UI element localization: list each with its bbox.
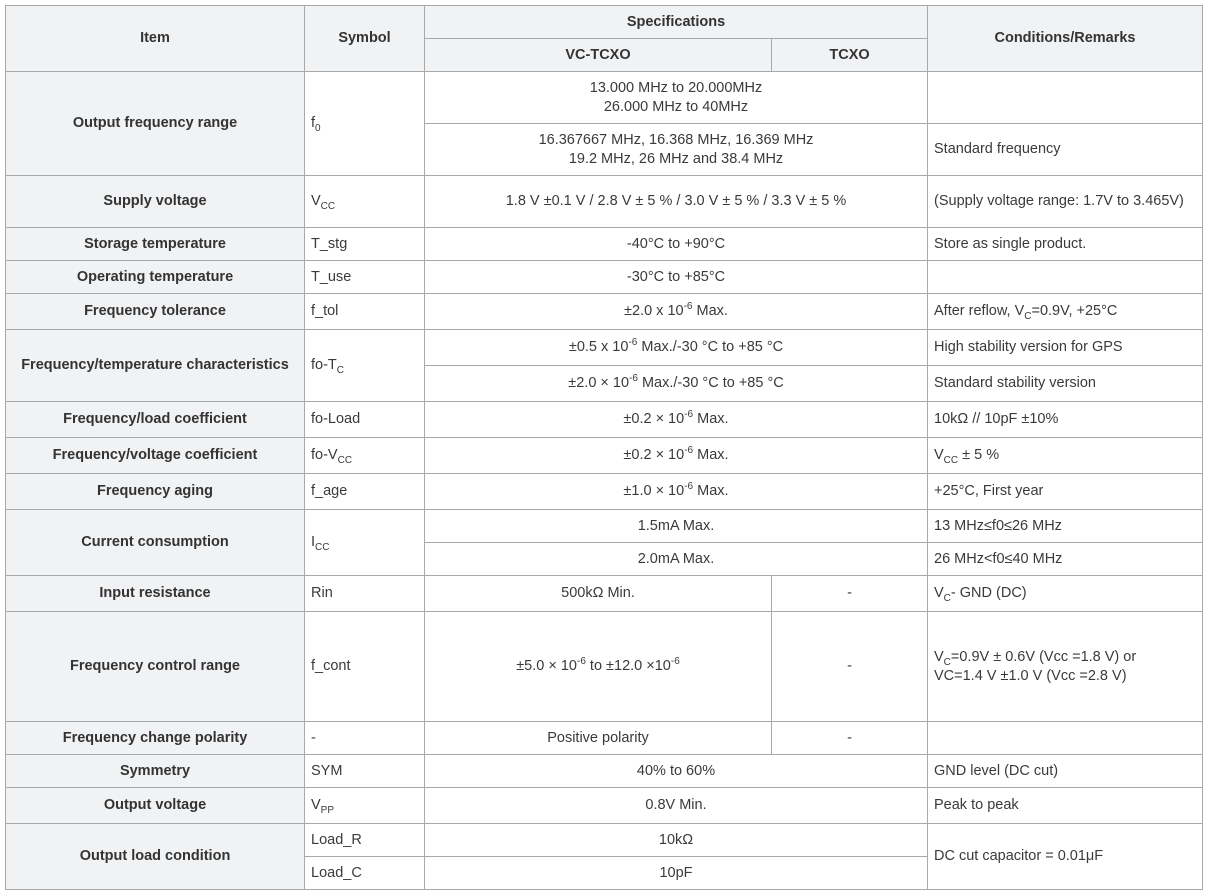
spec-text: Max. <box>693 411 729 427</box>
spec-cell <box>425 366 928 402</box>
symbol-cell <box>305 176 425 228</box>
spec-cell <box>425 294 928 330</box>
spec-text: ±2.0 × 10 <box>568 375 630 391</box>
spec-line: 19.2 MHz, 26 MHz and 38.4 MHz <box>568 150 784 167</box>
table-row <box>6 824 1203 857</box>
remark-text: - GND (DC) <box>950 585 1027 601</box>
spec-tcxo-cell: - <box>772 576 928 612</box>
symbol-text: V <box>311 193 321 209</box>
spec-vc-tcxo-cell: 500kΩ Min. <box>425 576 772 612</box>
spec-cell: 40% to 60% <box>425 755 928 788</box>
spec-superscript: -6 <box>628 337 638 349</box>
symbol-subscript: 0 <box>315 122 321 134</box>
spec-cell: 1.5mA Max. <box>425 510 928 543</box>
spec-text: ±2.0 x 10 <box>624 303 684 319</box>
table-row <box>6 612 1203 722</box>
table-row <box>6 176 1203 228</box>
remark-text: =0.9V, +25°C <box>1031 303 1118 319</box>
specifications-table <box>5 5 1203 890</box>
item-label: Storage temperature <box>6 228 305 261</box>
header-tcxo: TCXO <box>772 39 928 72</box>
remark-cell: 26 MHz<f0≤40 MHz <box>928 543 1203 576</box>
spec-text: Max. <box>693 483 729 499</box>
symbol-cell <box>305 510 425 576</box>
symbol-text: fo-V <box>311 447 338 463</box>
item-label: Output frequency range <box>6 72 305 176</box>
spec-cell <box>425 72 928 124</box>
spec-cell <box>425 330 928 366</box>
item-label: Operating temperature <box>6 261 305 294</box>
symbol-subscript: CC <box>315 541 330 553</box>
spec-vc-tcxo-cell: Positive polarity <box>425 722 772 755</box>
spec-superscript: -6 <box>683 301 693 313</box>
symbol-text: f <box>311 115 316 131</box>
remark-subscript: CC <box>943 454 959 466</box>
remark-cell: DC cut capacitor = 0.01μF <box>928 824 1203 890</box>
remark-subscript: C <box>1024 310 1032 322</box>
table-row <box>6 294 1203 330</box>
table-row <box>6 402 1203 438</box>
symbol-text: fo-T <box>311 357 337 373</box>
symbol-cell: Rin <box>305 576 425 612</box>
table-row <box>6 788 1203 824</box>
symbol-cell: T_use <box>305 261 425 294</box>
table-row <box>6 261 1203 294</box>
spec-cell: -40°C to +90°C <box>425 228 928 261</box>
remark-cell <box>928 576 1203 612</box>
remark-cell <box>928 72 1203 124</box>
remark-cell <box>928 294 1203 330</box>
item-label: Output voltage <box>6 788 305 824</box>
remark-line: VC=1.4 V ±1.0 V (Vcc =2.8 V) <box>934 667 1127 684</box>
remark-text: =0.9V ± 0.6V (Vcc =1.8 V) or <box>950 648 1137 665</box>
spec-text: Max. <box>693 447 729 463</box>
remark-subscript: C <box>943 656 951 668</box>
symbol-text: V <box>311 797 321 813</box>
symbol-cell <box>305 788 425 824</box>
header-item: Item <box>6 6 305 72</box>
remark-cell: Store as single product. <box>928 228 1203 261</box>
symbol-cell: SYM <box>305 755 425 788</box>
item-label: Frequency change polarity <box>6 722 305 755</box>
remark-cell <box>928 438 1203 474</box>
spec-text: ±5.0 × 10 <box>516 658 577 674</box>
item-label: Symmetry <box>6 755 305 788</box>
table-row <box>6 72 1203 124</box>
symbol-cell: T_stg <box>305 228 425 261</box>
spec-superscript: -6 <box>577 656 586 668</box>
item-label: Frequency aging <box>6 474 305 510</box>
item-label: Supply voltage <box>6 176 305 228</box>
symbol-cell: f_age <box>305 474 425 510</box>
spec-cell: 2.0mA Max. <box>425 543 928 576</box>
remark-cell: High stability version for GPS <box>928 330 1203 366</box>
spec-text: ±0.2 × 10 <box>623 411 685 427</box>
table-row <box>6 330 1203 366</box>
header-specifications: Specifications <box>425 6 928 39</box>
spec-line: 16.367667 MHz, 16.368 MHz, 16.369 MHz <box>538 131 814 148</box>
spec-superscript: -6 <box>670 656 680 668</box>
symbol-subscript: CC <box>337 454 353 466</box>
spec-cell: -30°C to +85°C <box>425 261 928 294</box>
spec-cell <box>425 438 928 474</box>
header-symbol: Symbol <box>305 6 425 72</box>
spec-cell: 10pF <box>425 857 928 890</box>
remark-subscript: C <box>943 592 951 604</box>
spec-cell <box>425 124 928 176</box>
table-row <box>6 474 1203 510</box>
spec-cell <box>425 402 928 438</box>
symbol-subscript: CC <box>320 200 336 212</box>
spec-cell: 10kΩ <box>425 824 928 857</box>
remark-cell: 13 MHz≤f0≤26 MHz <box>928 510 1203 543</box>
symbol-cell: - <box>305 722 425 755</box>
symbol-cell: Load_R <box>305 824 425 857</box>
remark-line <box>934 648 1196 667</box>
item-label: Frequency/load coefficient <box>6 402 305 438</box>
item-label: Input resistance <box>6 576 305 612</box>
remark-text: After reflow, V <box>934 303 1025 319</box>
table-row <box>6 576 1203 612</box>
remark-text: V <box>934 447 944 463</box>
item-label: Frequency control range <box>6 612 305 722</box>
spec-tcxo-cell: - <box>772 722 928 755</box>
spec-table-container <box>5 5 1203 890</box>
remark-cell: Standard stability version <box>928 366 1203 402</box>
spec-superscript: -6 <box>684 409 694 421</box>
remark-cell: Peak to peak <box>928 788 1203 824</box>
remark-text: V <box>934 585 944 601</box>
remark-cell <box>928 722 1203 755</box>
symbol-cell <box>305 330 425 402</box>
remark-cell <box>928 261 1203 294</box>
symbol-subscript: C <box>336 364 345 376</box>
spec-line: 13.000 MHz to 20.000MHz <box>589 79 763 96</box>
spec-line: 26.000 MHz to 40MHz <box>603 98 749 115</box>
remark-text: V <box>934 648 944 665</box>
item-label: Current consumption <box>6 510 305 576</box>
spec-text: ±0.5 x 10 <box>568 339 629 355</box>
spec-text: ±0.2 × 10 <box>623 447 685 463</box>
spec-superscript: -6 <box>684 481 694 493</box>
table-row <box>6 228 1203 261</box>
spec-text: Max. <box>692 303 728 319</box>
remark-cell: GND level (DC cut) <box>928 755 1203 788</box>
spec-text: to ±12.0 ×10 <box>585 658 671 674</box>
item-label: Frequency/temperature characteristics <box>6 330 305 402</box>
header-conditions: Conditions/Remarks <box>928 6 1203 72</box>
remark-cell: Standard frequency <box>928 124 1203 176</box>
remark-cell: (Supply voltage range: 1.7V to 3.465V) <box>928 176 1203 228</box>
header-vc-tcxo: VC-TCXO <box>425 39 772 72</box>
spec-superscript: -6 <box>684 445 694 457</box>
symbol-subscript: PP <box>320 804 335 816</box>
table-row <box>6 510 1203 543</box>
spec-text: ±1.0 × 10 <box>623 483 685 499</box>
symbol-text: I <box>311 534 316 550</box>
symbol-cell: Load_C <box>305 857 425 890</box>
remark-text: ± 5 % <box>958 447 1000 463</box>
spec-cell: 0.8V Min. <box>425 788 928 824</box>
spec-text: Max./-30 °C to +85 °C <box>637 339 784 355</box>
spec-cell: 1.8 V ±0.1 V / 2.8 V ± 5 % / 3.0 V ± 5 % / 3.3 V ± 5 % <box>425 176 928 228</box>
table-row <box>6 722 1203 755</box>
spec-cell <box>425 474 928 510</box>
item-label: Output load condition <box>6 824 305 890</box>
symbol-cell: fo-Load <box>305 402 425 438</box>
remark-cell <box>928 612 1203 722</box>
symbol-cell: f_cont <box>305 612 425 722</box>
item-label: Frequency/voltage coefficient <box>6 438 305 474</box>
spec-superscript: -6 <box>629 373 638 385</box>
symbol-cell <box>305 438 425 474</box>
remark-cell: 10kΩ // 10pF ±10% <box>928 402 1203 438</box>
spec-text: Max./-30 °C to +85 °C <box>637 375 784 391</box>
table-row <box>6 755 1203 788</box>
spec-vc-tcxo-cell <box>425 612 772 722</box>
item-label: Frequency tolerance <box>6 294 305 330</box>
table-row <box>6 438 1203 474</box>
symbol-cell <box>305 72 425 176</box>
spec-tcxo-cell: - <box>772 612 928 722</box>
remark-cell: +25°C, First year <box>928 474 1203 510</box>
symbol-cell: f_tol <box>305 294 425 330</box>
